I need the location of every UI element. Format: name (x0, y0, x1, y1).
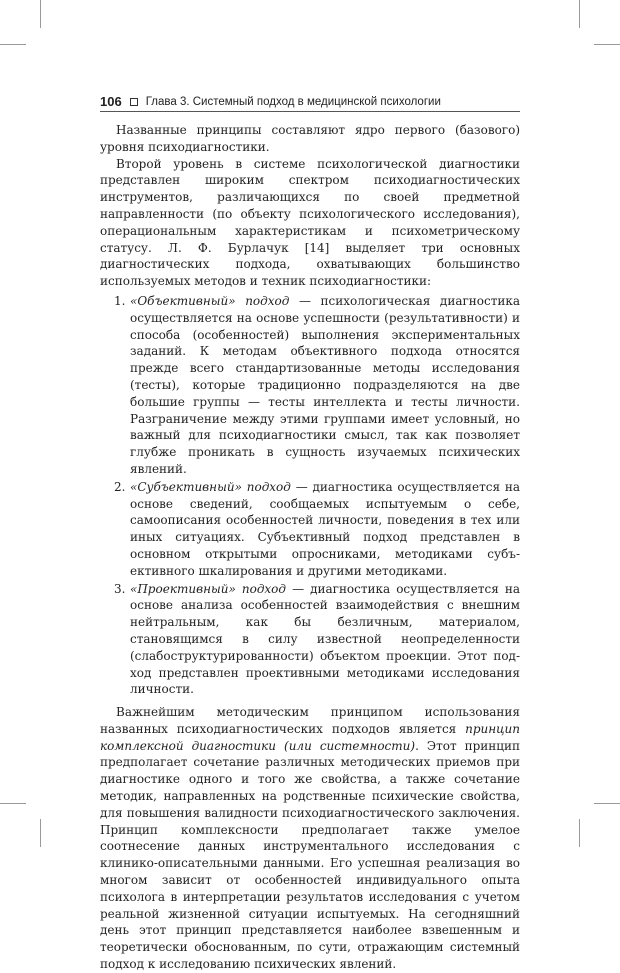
header-rule (100, 111, 520, 112)
paragraph-1: Названные принципы составляют ядро первого (базового) уровня психодиагностики. (100, 123, 520, 154)
paragraph-3-emphasis: принцип комплексной диагностики (или системности) (100, 721, 520, 753)
list-number: 2. (114, 479, 126, 494)
square-bullet-icon (130, 98, 138, 106)
list-item-projective (100, 581, 520, 699)
crop-mark-top-left (40, 0, 41, 28)
chapter-title: Глава 3. Системный подход в медицинской психологии (145, 95, 441, 108)
list-text: — диагностика осуществляется на основе анализа особенностей взаимодействия с внешним нейтральным, как бы безличным, материалом, становящимся в силу известной неопределенности (слабоструктурированности) объектом проекции. Этот подход представлен проективными методиками исследования личности. (130, 581, 521, 697)
list-term: «Объективный» подход (130, 293, 290, 308)
crop-mark-top-right-h (594, 44, 620, 45)
running-header (100, 94, 520, 109)
list-number: 3. (114, 581, 126, 596)
page-number: 106 (100, 94, 122, 109)
list-text: — психологическая диагностика осуществляется на основе успешности (результативности) и способа (особенностей) выполнения экспериментальных заданий. К методам объективного подхода относятся прежде всего стандартизованные методы исследования (тесты), которые традиционно подразделяются на две большие группы — тесты интеллекта и тесты личности. Разграничение между этими группами имеет условный, но важный для психодиагностики смысл, так как позволяет глубже проникать в сущность изучаемых психических явлений. (130, 293, 520, 476)
list-term: «Субъективный» подход (130, 479, 291, 494)
list-number: 1. (114, 293, 126, 308)
crop-mark-top-right (579, 0, 580, 28)
paragraph-2: Второй уровень в системе психологической диагностики представлен широким спектром психодиагностических инструментов, различающихся по своей предметной направленности (по объекту психологического исследования), операциональным характеристикам и психометрическому статусу. Л. Ф. Бурлачук [14] выделяет три основных диагностических подхода, охватывающих большинство используемых методов и техник психодиагностики: (100, 156, 520, 289)
paragraph-3-rest: . Этот принцип предполагает сочетание различных методических приемов при диагностике одного и того же свойства, а также сочетание методик, направленных на родственные психические свойства, для повышения валидности психодиагностического заключения. Принцип комплексности предполагает также умелое соотнесение данных инструментального исследования с клинико-описательными данными. Его успешная реализация во многом зависит от особенностей индивидуального опыта психолога в интерпретации результатов исследования с учетом реальной жизненной ситуации испытуемых. На сегодняшний день этот принцип представляется наиболее взвешенным и теоретически обоснованным, по сути, отражающим системный подход к исследованию психических явлений. (100, 738, 521, 972)
approaches-list (100, 293, 520, 698)
list-item-subjective (100, 479, 520, 580)
crop-mark-bottom-left-h (0, 803, 26, 804)
paragraph-3-start: Важнейшим методическим принципом использования названных психодиагностических подходов является (100, 705, 520, 736)
crop-mark-bottom-right-h (594, 803, 620, 804)
crop-mark-bottom-left (40, 819, 41, 847)
crop-mark-bottom-right (579, 819, 580, 847)
paragraph-3 (100, 704, 520, 973)
page-body (100, 122, 520, 973)
crop-mark-top-left-h (0, 44, 26, 45)
list-term: «Проективный» подход (130, 581, 287, 596)
list-text: — диагностика осуществляется на основе сведений, сообщаемых испытуемым о себе, самоописания особенностей личности, поведения в тех или иных ситуациях. Субъективный подход представлен в основном открытыми опросниками, методиками субъективного шкалирования и другими методиками. (130, 479, 521, 578)
list-item-objective (100, 293, 520, 478)
